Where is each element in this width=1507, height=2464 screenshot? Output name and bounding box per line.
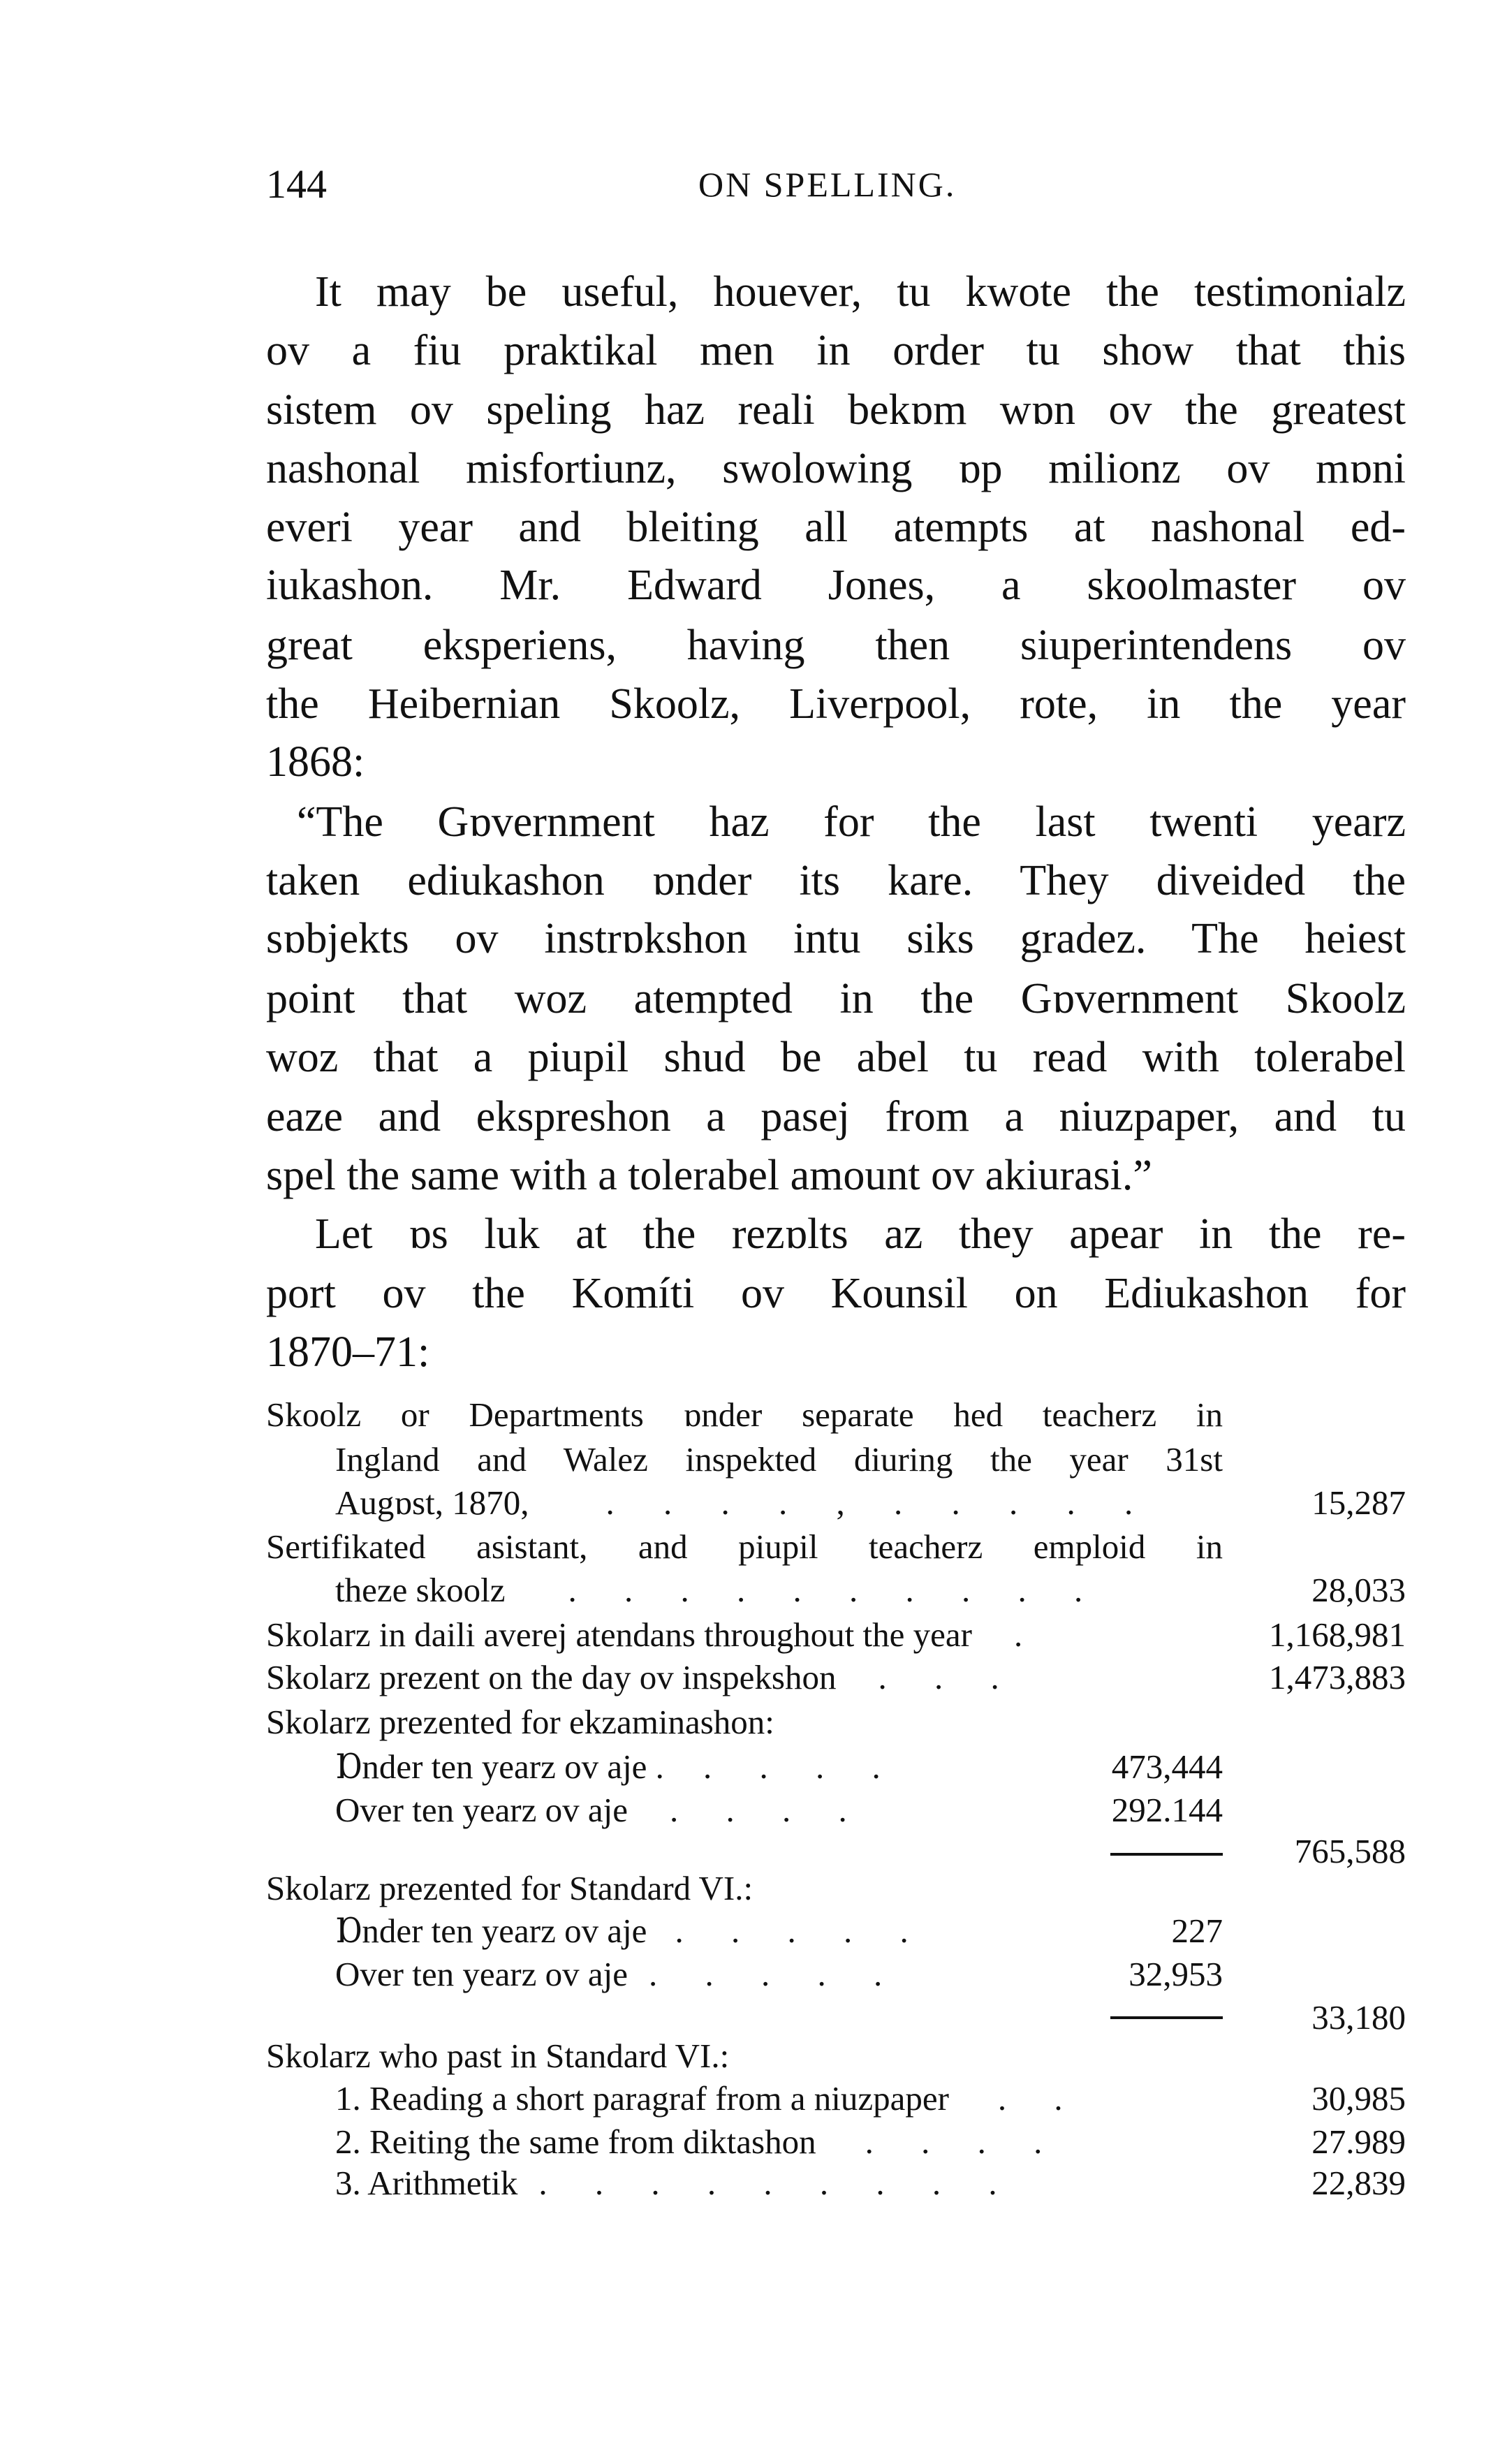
text-line: nashonal misfortiunz, swolowing ɒp milionz ov mɒni xyxy=(266,445,1406,492)
text-line: taken ediukashon ɒnder its kare. They diveided the xyxy=(266,857,1406,904)
row-label: Ingland and Walez inspekted diuring the year 31st xyxy=(335,1440,1223,1479)
leader-dots: . . . . . xyxy=(675,1912,909,1950)
table-row xyxy=(266,2162,1406,2205)
row-value: 473,444 xyxy=(1111,1747,1223,1786)
row-total: 765,588 xyxy=(1294,1832,1406,1870)
row-label: Over ten yearz ov aje xyxy=(335,1791,628,1829)
row-label: Ɒnder ten yearz ov aje xyxy=(335,1912,647,1950)
text-line: sistem ov speling haz reali bekɒm wɒn ov the greatest xyxy=(266,386,1406,434)
table-row xyxy=(266,1525,1406,1569)
text-line: sɒbjekts ov instrɒkshon intu siks gradez. The heiest xyxy=(266,915,1406,962)
row-value: 227 xyxy=(1171,1912,1223,1950)
text-line: great eksperiens, having then siuperintendens ov xyxy=(266,622,1406,669)
row-label: Skolarz prezented for ekzaminashon: xyxy=(266,1703,774,1741)
table-row xyxy=(266,1393,1406,1437)
text-line: point that woz atempted in the Gɒvernment Skoolz xyxy=(266,975,1406,1022)
row-label: Skolarz prezented for Standard VI.: xyxy=(266,1869,753,1907)
row-value: 1,473,883 xyxy=(1269,1658,1406,1696)
text-line: 1868: xyxy=(266,738,365,786)
text-line: the Heibernian Skoolz, Liverpool, rote, in the year xyxy=(266,680,1406,728)
text-line: 1870–71: xyxy=(266,1328,430,1376)
leader-dots: . . . . . xyxy=(649,1955,883,1993)
table-row xyxy=(266,2077,1406,2120)
row-label: Augɒst, 1870, xyxy=(335,1483,529,1522)
table-row xyxy=(266,1701,1406,1744)
text-line: It may be useful, houever, tu kwote the testimonialz xyxy=(315,268,1406,316)
table-row xyxy=(266,1909,1406,1953)
row-value: 22,839 xyxy=(1311,2164,1406,2202)
row-label: Ɒnder ten yearz ov aje . xyxy=(335,1747,664,1786)
table-row xyxy=(266,1613,1406,1657)
leader-dots: . . . . xyxy=(865,2122,1043,2161)
text-line: eaze and ekspreshon a pasej from a niuzpaper, and tu xyxy=(266,1093,1406,1141)
row-value: 1,168,981 xyxy=(1269,1615,1406,1654)
table-row xyxy=(266,1569,1406,1612)
leader-dots: . . . . , . . . . . xyxy=(605,1483,1133,1522)
table-row xyxy=(266,1481,1406,1525)
leader-dots: . . . . xyxy=(703,1747,881,1786)
row-label: Skolarz prezent on the day ov inspekshon xyxy=(266,1658,837,1696)
leader-dots: . xyxy=(1013,1615,1023,1654)
table-row xyxy=(266,1745,1406,1789)
leader-dots: . . . xyxy=(878,1658,999,1696)
row-label: 3. Arithmetik xyxy=(335,2164,518,2202)
row-label: Sertifikated asistant, and piupil teacherz emploid in xyxy=(266,1527,1223,1566)
row-label: theze skoolz xyxy=(335,1571,506,1609)
text-line: spel the same with a tolerabel amount ov akiurasi.” xyxy=(266,1152,1152,1199)
row-label: Skolarz in daili averej atendans throughout the year xyxy=(266,1615,972,1654)
text-line: “The Gɒvernment haz for the last twenti yearz xyxy=(297,798,1406,846)
row-value: 292.144 xyxy=(1111,1791,1223,1829)
table-row xyxy=(266,2034,1406,2078)
row-total: 33,180 xyxy=(1311,1998,1406,2037)
page-number: 144 xyxy=(266,161,327,207)
leader-dots: . . . . xyxy=(670,1791,847,1829)
row-label: 1. Reading a short paragraf from a niuzpaper xyxy=(335,2079,949,2118)
row-value: 32,953 xyxy=(1129,1955,1223,1993)
table-row xyxy=(266,2120,1406,2164)
row-label: Skolarz who past in Standard VI.: xyxy=(266,2037,730,2075)
row-value: 15,287 xyxy=(1311,1483,1406,1522)
text-line: everi year and bleiting all atempts at nashonal ed- xyxy=(266,504,1406,551)
leader-dots: . . . . . . . . . xyxy=(538,2164,997,2202)
leader-dots: . . . . . . . . . . xyxy=(568,1571,1083,1609)
text-line: Let ɒs luk at the rezɒlts az they apear in the re- xyxy=(315,1210,1406,1258)
row-label: 2. Reiting the same from diktashon xyxy=(335,2122,816,2161)
row-label: Over ten yearz ov aje xyxy=(335,1955,628,1993)
table-row xyxy=(266,1867,1406,1910)
table-row xyxy=(266,1789,1406,1832)
table-row xyxy=(266,1996,1406,2039)
text-line: woz that a piupil shud be abel tu read with tolerabel xyxy=(266,1034,1406,1081)
leader-dots: . . xyxy=(997,2079,1063,2118)
text-line: port ov the Komíti ov Kounsil on Ediukashon for xyxy=(266,1270,1406,1317)
table-row xyxy=(266,1656,1406,1699)
row-value: 27.989 xyxy=(1311,2122,1406,2161)
table-row xyxy=(266,1953,1406,1996)
row-value: 30,985 xyxy=(1311,2079,1406,2118)
row-value: 28,033 xyxy=(1311,1571,1406,1609)
running-title: ON SPELLING. xyxy=(698,165,957,204)
row-label: Skoolz or Departments ɒnder separate hed teacherz in xyxy=(266,1395,1223,1434)
text-line: iukashon. Mr. Edward Jones, a skoolmaster ov xyxy=(266,562,1406,609)
table-row xyxy=(266,1438,1406,1481)
text-line: ov a fiu praktikal men in order tu show that this xyxy=(266,327,1406,374)
